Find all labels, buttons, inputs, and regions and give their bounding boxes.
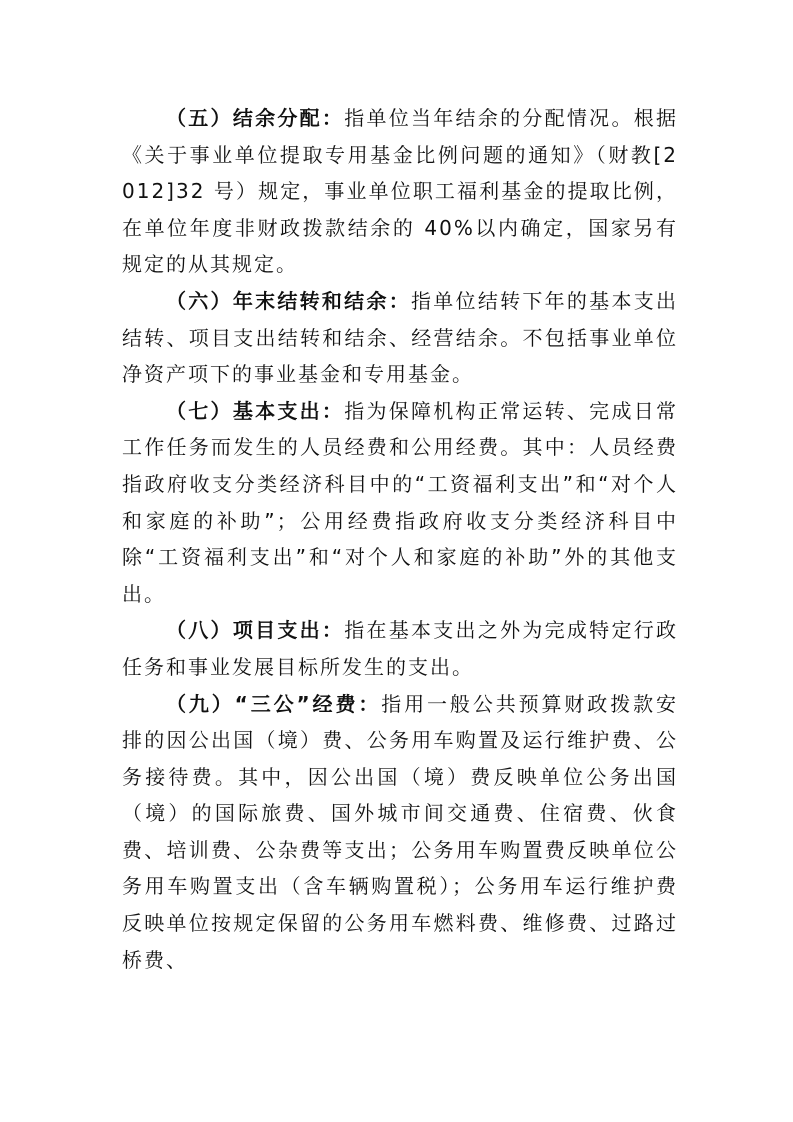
section-5 bbox=[122, 100, 678, 283]
section-7-body: 指为保障机构正常运转、完成日常工作任务而发生的人员经费和公用经费。其中：人员经费指政府收支分类经济科目中的“工资福利支出”和“对个人和家庭的补助”；公用经费指政府收支分类经济科目中除“工资福利支出”和“对个人和家庭的补助”外的其他支出。 bbox=[122, 398, 679, 606]
section-5-heading: （五）结余分配： bbox=[166, 106, 345, 130]
section-6 bbox=[122, 283, 678, 393]
section-8-heading: （八）项目支出： bbox=[166, 618, 345, 643]
section-9-heading: （九）“三公”经费： bbox=[166, 691, 382, 716]
section-8 bbox=[122, 612, 678, 685]
section-6-body: 指单位结转下年的基本支出结转、项目支出结转和结余、经营结余。不包括事业单位净资产项下的事业基金和专用基金。 bbox=[122, 288, 678, 387]
section-7-heading: （七）基本支出： bbox=[166, 398, 345, 423]
section-7 bbox=[122, 393, 678, 613]
section-8-body: 指在基本支出之外为完成特定行政任务和事业发展目标所发生的支出。 bbox=[122, 618, 679, 679]
document-body bbox=[122, 100, 678, 978]
section-6-heading: （六）年末结转和结余： bbox=[166, 288, 411, 313]
section-9 bbox=[122, 686, 678, 979]
section-5-body: 指单位当年结余的分配情况。根据《关于事业单位提取专用基金比例问题的通知》（财教[2012]32 号）规定，事业单位职工福利基金的提取比例，在单位年度非财政拨款结余的 40%以内确定，国家另有规定的从其规定。 bbox=[122, 106, 679, 277]
section-9-body: 指用一般公共预算财政拨款安排的因公出国（境）费、公务用车购置及运行维护费、公务接待费。其中，因公出国（境）费反映单位公务出国（境）的国际旅费、国外城市间交通费、住宿费、伙食费、培训费、公杂费等支出；公务用车购置费反映单位公务用车购置支出（含车辆购置税）；公务用车运行维护费反映单位按规定保留的公务用车燃料费、维修费、过路过桥费、 bbox=[122, 691, 678, 972]
